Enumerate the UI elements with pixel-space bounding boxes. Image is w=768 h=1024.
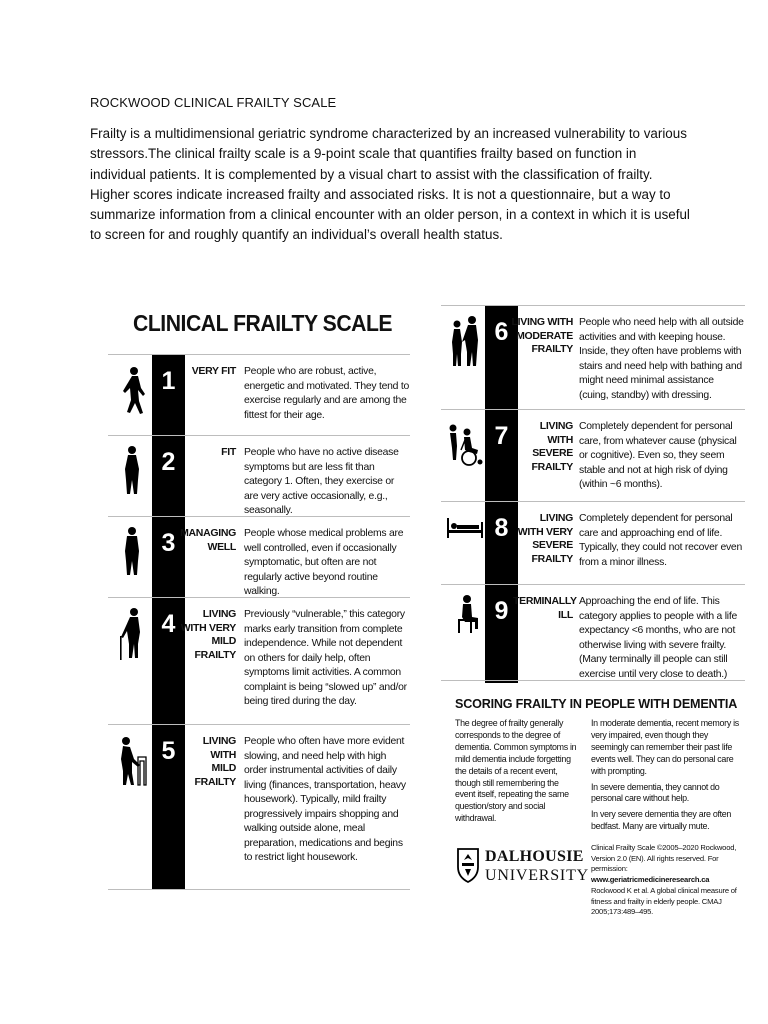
dementia-right-text [591, 718, 741, 837]
level-5-row [108, 724, 410, 889]
level-number: 4 [161, 610, 176, 638]
level-number: 9 [494, 597, 509, 625]
level-3-row [108, 516, 410, 597]
very-fit-figure-icon [112, 355, 152, 435]
very-mild-frailty-cane-figure-icon [112, 598, 152, 724]
level-label: MANAGING WELL [180, 527, 236, 553]
intro-paragraph: Frailty is a multidimensional geriatric syndrome characterized by an increased vulnerability to various stressors.The clinical frailty scale is a 9-point scale that quantifies frailty based on function in individual patients. It is complemented by a visual chart to assist with the classification of frailty. Higher scores indicate increased frailty and associated risks. It is not a questionnaire, but a way to summarize information from a clinical encounter with an older person, in a context in which it is useful to screen for and roughly quantify an individual’s overall health status. [90, 126, 690, 243]
level-8-row [441, 501, 745, 584]
cfs-heading: CLINICAL FRAILTY SCALE [133, 310, 393, 336]
permission-url: www.geriatricmedicineresearch.ca [591, 875, 710, 885]
level-description: Previously “vulnerable,” this category marks early transition from complete independence. While not dependent on others for daily help, often symptoms limit activities. A common complaint is being “slowed up” and/or being tired during the day. [244, 609, 407, 707]
level-label: LIVING WITH MILD FRAILTY [194, 735, 236, 788]
university-name-line1: DALHOUSIE [485, 848, 584, 865]
level-number: 8 [494, 514, 509, 542]
level-5-number-bar [152, 725, 185, 889]
citation-text: Rockwood K et al. A global clinical measure of fitness and frailty in elderly people. CMAJ 2005;173:489–495. [591, 885, 737, 917]
terminally-ill-seated-figure-icon [445, 585, 485, 683]
level-number: 7 [494, 422, 509, 450]
level-label: LIVING WITH MODERATE FRAILTY [511, 316, 573, 355]
level-number: 2 [161, 448, 176, 476]
level-description: Completely dependent for personal care, from whatever cause (physical or cognitive). Even so, they seem stable and not at high risk of dying (within ~6 months). [579, 421, 737, 490]
dementia-severe-text: In severe dementia, they cannot do personal care without help. [591, 781, 720, 804]
copyright-text: Clinical Frailty Scale ©2005–2020 Rockwood, Version 2.0 (EN). All rights reserved. For permission: [591, 843, 737, 874]
level-description: People who need help with all outside activities and with keeping house. Inside, they often have problems with stairs and need help with bathing and might need minimal assistance (cuing, standby) with dressing. [579, 317, 744, 401]
level-label: VERY FIT [191, 365, 236, 377]
dementia-moderate-text: In moderate dementia, recent memory is very impaired, even though they seemingly can remember their past life events well. They can do personal care with prompting. [591, 718, 739, 776]
level-1-row [108, 354, 410, 435]
level-label: LIVING WITH VERY MILD FRAILTY [180, 608, 236, 661]
dalhousie-shield-icon [457, 847, 479, 883]
level-description: People who often have more evident slowing, and need help with high order instrumental activities of daily living (finances, transportation, heavy housework). Typically, mild frailty progressively impairs shopping and walking outside alone, meal preparation, medications and begins to restrict light housework. [244, 736, 406, 863]
mild-frailty-walker-figure-icon [112, 725, 152, 889]
copyright-notice [591, 843, 743, 918]
level-description: People who have no active disease symptoms but are less fit than category 1. Often, they exercise or are very active occasionally, e.g., seasonally. [244, 447, 399, 516]
level-description: Approaching the end of life. This category applies to people with a life expectancy <6 months, who are not otherwise living with severe frailty. (Many terminally ill people can still exercise until very close to death.) [579, 596, 738, 680]
level-label: FIT [221, 446, 236, 458]
level-label: LIVING WITH VERY SEVERE FRAILTY [517, 512, 573, 565]
level-description: People who are robust, active, energetic and motivated. They tend to exercise regularly and are among the fittest for their age. [244, 366, 410, 421]
level-description: Completely dependent for personal care and approaching end of life. Typically, they could not recover even from a minor illness. [579, 513, 742, 568]
scale-left-column [108, 354, 410, 890]
university-name-line2: UNIVERSITY [485, 867, 589, 884]
level-label: LIVING WITH SEVERE FRAILTY [531, 420, 573, 473]
document-title: ROCKWOOD CLINICAL FRAILTY SCALE [90, 95, 337, 110]
level-number: 6 [494, 318, 509, 346]
dalhousie-logo [455, 845, 589, 889]
moderate-frailty-assisted-figure-icon [445, 306, 485, 409]
severe-frailty-wheelchair-figure-icon [445, 410, 485, 501]
dementia-heading: SCORING FRAILTY IN PEOPLE WITH DEMENTIA [455, 697, 738, 711]
dementia-very-severe-text: In very severe dementia they are often bedfast. Many are virtually mute. [591, 809, 732, 832]
level-2-row [108, 435, 410, 516]
level-description: People whose medical problems are well controlled, even if occasionally symptomatic, but often are not regularly active beyond routine walking. [244, 528, 404, 597]
level-6-row [441, 305, 745, 409]
level-number: 1 [161, 367, 176, 395]
level-9-row [441, 584, 745, 683]
dementia-mild-text: The degree of frailty generally corresponds to the degree of dementia. Common symptoms in mild dementia include forgetting the details of a recent event, though still remembering the event itself, repeating the same question/story and social withdrawal. [455, 718, 577, 824]
dementia-section-divider [441, 680, 745, 681]
scale-right-column [441, 305, 745, 683]
very-severe-frailty-bed-figure-icon [445, 502, 485, 584]
level-label: TERMINALLY ILL [513, 595, 577, 621]
level-4-row [108, 597, 410, 724]
fit-figure-icon [112, 436, 152, 516]
level-7-row [441, 409, 745, 501]
level-number: 3 [161, 529, 176, 557]
level-number: 5 [161, 737, 176, 765]
managing-well-figure-icon [112, 517, 152, 597]
